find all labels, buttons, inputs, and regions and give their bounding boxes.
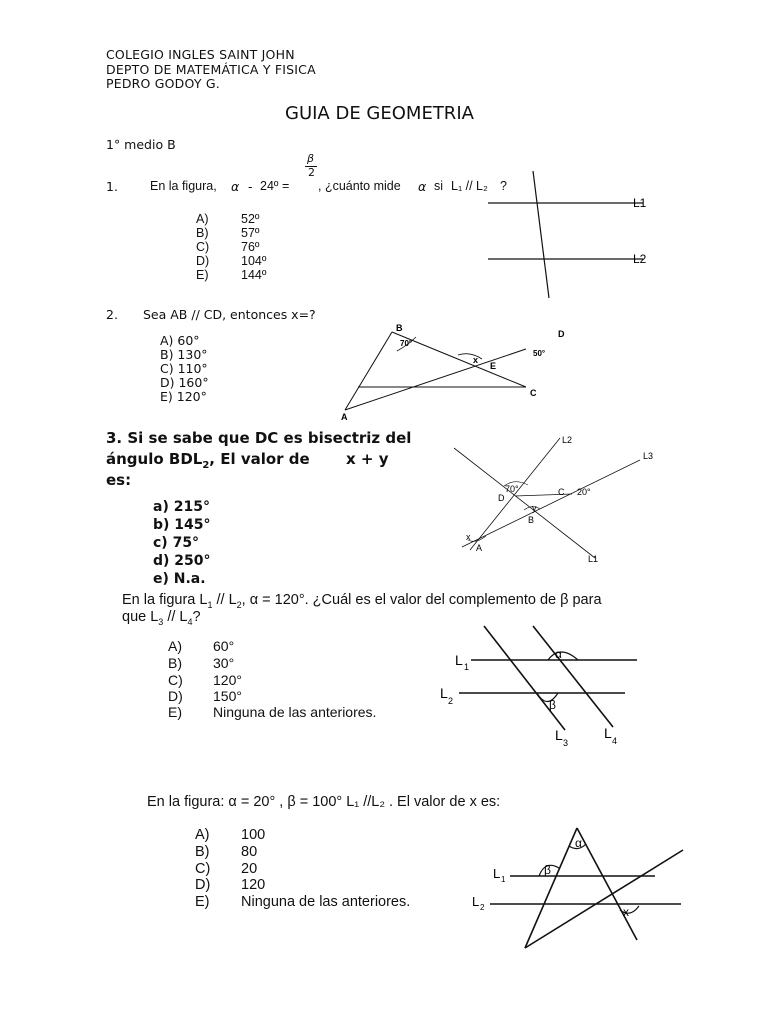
q2-segment-ad [345,349,526,410]
q5-label-l1: L [493,866,501,881]
q2-label-b: B [396,323,403,333]
q4-line1a: En la figura L [122,592,208,608]
q4-option-c-letter: C) [168,672,183,688]
q1-option-d-letter: D) [196,254,210,268]
q4-label-beta: β [549,698,556,712]
q4-figure [435,620,655,750]
q5-label-alpha: α [575,836,582,850]
q4-option-c-value: 120° [213,672,242,688]
q3-label-b: B [528,515,535,525]
q4-sub2: 2 [236,599,242,610]
q2-arc-x [458,354,482,359]
q2-label-e: E [490,361,497,371]
q2-label-d: D [558,329,565,339]
q1-option-e-letter: E) [196,268,209,282]
q4-option-e-letter: E) [168,704,182,720]
q3-label-l1: L1 [588,554,599,564]
q5-option-c-value: 20 [241,861,258,877]
q5-label-l2-sub: 2 [480,903,485,912]
q5-figure [465,820,695,955]
q3-label-y: y [532,503,537,513]
q4-sub3: 3 [158,616,164,627]
q3-figure [440,430,670,570]
q4-label-alpha: α [555,647,562,661]
q1-alpha: α [231,179,240,194]
q4-sub4: 4 [187,616,193,627]
q5-text: En la figura: α = 20° , β = 100° L₁ //L₂ . El valor de x es: [147,794,501,810]
q1-figure [480,165,680,305]
q1-label-l2: L2 [633,252,647,266]
school-name: COLEGIO INGLES SAINT JOHN [106,47,295,62]
q5-option-b-value: 80 [241,844,258,860]
q2-option-d: D) 160° [160,375,209,390]
q1-label-l1: L1 [633,196,647,210]
q4-label-l3-sub: 3 [563,738,569,748]
q1-parallel: L₁ // L₂ [451,179,488,193]
q5-label-x: x [623,905,629,919]
q1-option-e-value: 144º [241,268,267,282]
q5-option-a-letter: A) [195,827,210,843]
q3-option-c: c) 75° [153,535,200,551]
q3-line2a: ángulo BDL [106,450,203,468]
q4-label-l2: L [440,685,448,701]
q3-option-d: d) 250° [153,553,211,569]
q3-label-l2: L2 [562,435,573,445]
page-title: GUIA DE GEOMETRIA [285,103,474,124]
q3-line3: es: [106,471,132,489]
q3-label-a: A [476,543,483,553]
q1-qmark: ? [500,179,507,193]
q3-label-d: D [498,493,505,503]
q2-option-b: B) 130° [160,347,208,362]
q3-line-l2 [470,438,560,550]
q4-option-b-value: 30° [213,655,235,671]
q4-option-a-letter: A) [168,638,182,654]
q1-si: si [434,179,444,193]
q3-option-a: a) 215° [153,499,210,515]
q1-minus: - [248,179,253,194]
q1-text-post: , ¿cuánto mide [318,179,401,193]
q1-text-pre: En la figura, [150,179,217,193]
q2-label-70: 70° [400,339,413,348]
q3-option-b: b) 145° [153,517,211,533]
q2-text: Sea AB // CD, entonces x=? [143,307,316,322]
q1-option-b-value: 57º [241,226,260,240]
q1-transversal [533,171,549,298]
q4-line1 [122,592,602,610]
q3-line2c: x + y [346,450,389,468]
q4-line2b: // L [163,609,188,625]
q4-label-l2-sub: 2 [448,696,454,706]
q3-option-e: e) N.a. [153,571,206,587]
q4-line-l3 [484,626,565,730]
q5-option-d-value: 120 [241,877,266,893]
q2-option-c: C) 110° [160,361,208,376]
q4-line2 [122,609,201,627]
teacher-name: PEDRO GODOY G. [106,76,220,91]
department-name: DEPTO DE MATEMÁTICA Y FISICA [106,62,316,77]
q2-label-50: 50° [533,349,546,358]
q3-line2 [106,450,310,471]
q2-option-e: E) 120° [160,389,207,404]
q4-line2c: ? [192,609,201,625]
q4-option-d-value: 150° [213,688,242,704]
q4-sub1: 1 [207,599,213,610]
q3-label-x: x [466,532,471,542]
q5-option-e-value: Ninguna de las anteriores. [241,894,411,910]
q1-deg24: 24º = [260,179,290,193]
q2-segment-ba [345,332,392,410]
q1-option-c-letter: C) [196,240,210,254]
q4-line-l4 [533,626,613,727]
q4-option-a-value: 60° [213,638,235,654]
q1-frac-den: 2 [308,166,315,179]
q2-number: 2. [106,307,118,322]
q3-label-70: 70° [505,484,519,494]
q4-arc-alpha [548,652,578,660]
q4-option-d-letter: D) [168,688,183,704]
q1-frac-num: β [307,152,315,165]
q1-option-d-value: 104º [241,254,267,268]
q1-option-c-value: 76º [241,240,260,254]
q5-label-l2: L [472,894,480,909]
q1-option-b-letter: B) [196,226,209,240]
q3-line2b: , El valor de [209,450,310,468]
q5-label-beta: β [544,863,551,877]
q4-label-l3: L [555,727,563,743]
q2-label-x: x [473,355,479,365]
q4-line2a: que L [122,609,159,625]
q1-number: 1. [106,179,118,194]
q5-label-l1-sub: 1 [501,875,506,884]
q4-label-l4-sub: 4 [612,736,618,746]
q4-option-b-letter: B) [168,655,182,671]
q4-label-l1: L [455,652,463,668]
q2-figure [330,315,590,425]
q1-option-a-value: 52º [241,212,260,226]
q4-option-e-value: Ninguna de las anteriores. [213,704,377,720]
q3-label-l3: L3 [643,451,654,461]
q4-label-l1-sub: 1 [464,662,470,672]
q2-label-c: C [530,388,537,398]
q5-option-e-letter: E) [195,894,210,910]
q5-option-b-letter: B) [195,844,210,860]
q3-label-c: C [558,487,565,497]
q4-label-l4: L [604,725,612,741]
q3-label-20: 20° [577,487,591,497]
q5-option-d-letter: D) [195,877,211,893]
q2-option-a: A) 60° [160,333,200,348]
q1-alpha2: α [418,179,427,194]
q4-line1b: // L [212,592,237,608]
q5-option-a-value: 100 [241,827,266,843]
q4-line1c: , α = 120°. ¿Cuál es el valor del complemento de β para [241,592,602,608]
q2-label-a: A [341,412,348,422]
q3-line1: 3. Si se sabe que DC es bisectriz del [106,429,412,447]
q3-line2-sub: 2 [202,460,210,471]
course-label: 1° medio B [106,137,176,152]
q3-line-l3 [462,460,640,547]
q5-option-c-letter: C) [195,861,211,877]
q1-option-a-letter: A) [196,212,209,226]
